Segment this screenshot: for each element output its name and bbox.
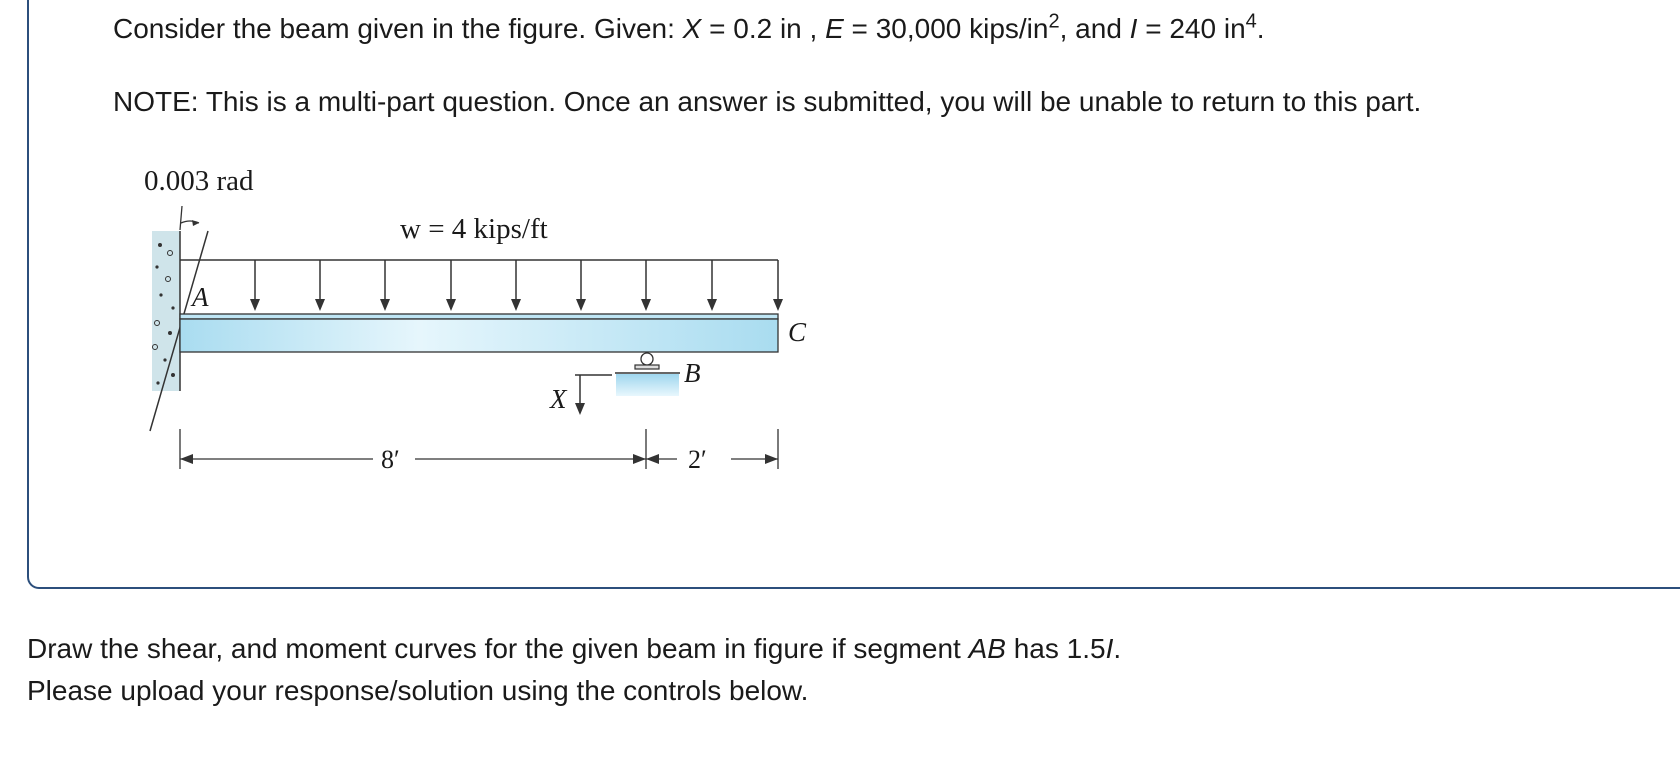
- multi-part-note: NOTE: This is a multi-part question. Once an answer is submitted, you will be unable to return to this part.: [113, 86, 1422, 117]
- roller-support-b: [615, 353, 680, 396]
- span-ab-label: 8′: [381, 445, 400, 474]
- rotation-leader-line: [180, 206, 182, 230]
- point-a-label: A: [192, 282, 209, 312]
- e-symbol: E: [825, 13, 844, 44]
- beam: [180, 314, 778, 352]
- settlement-label: X: [550, 384, 567, 414]
- point-b-label: B: [684, 358, 701, 388]
- rotation-label: 0.003 rad: [144, 165, 254, 197]
- span-bc-label: 2′: [688, 445, 707, 474]
- segment-label: AB: [968, 633, 1006, 664]
- task-instruction: Draw the shear, and moment curves for the given beam in figure if segment AB has 1.5I.: [27, 633, 1122, 664]
- settlement-indicator: [575, 375, 612, 415]
- x-symbol: X: [682, 13, 702, 44]
- beam-figure: [135, 163, 825, 483]
- given-values-text: Consider the beam given in the figure. Given: X = 0.2 in , E = 30,000 kips/$in^2$, and I = 240 $in^4$.: [113, 10, 1265, 44]
- point-c-label: C: [788, 317, 807, 347]
- upload-instruction: Please upload your response/solution using the controls below.: [27, 675, 809, 706]
- load-label: w = 4 kips/ft: [400, 213, 548, 245]
- distributed-load: [180, 260, 783, 311]
- i-symbol: I: [1129, 13, 1138, 44]
- fixed-wall: [152, 231, 180, 391]
